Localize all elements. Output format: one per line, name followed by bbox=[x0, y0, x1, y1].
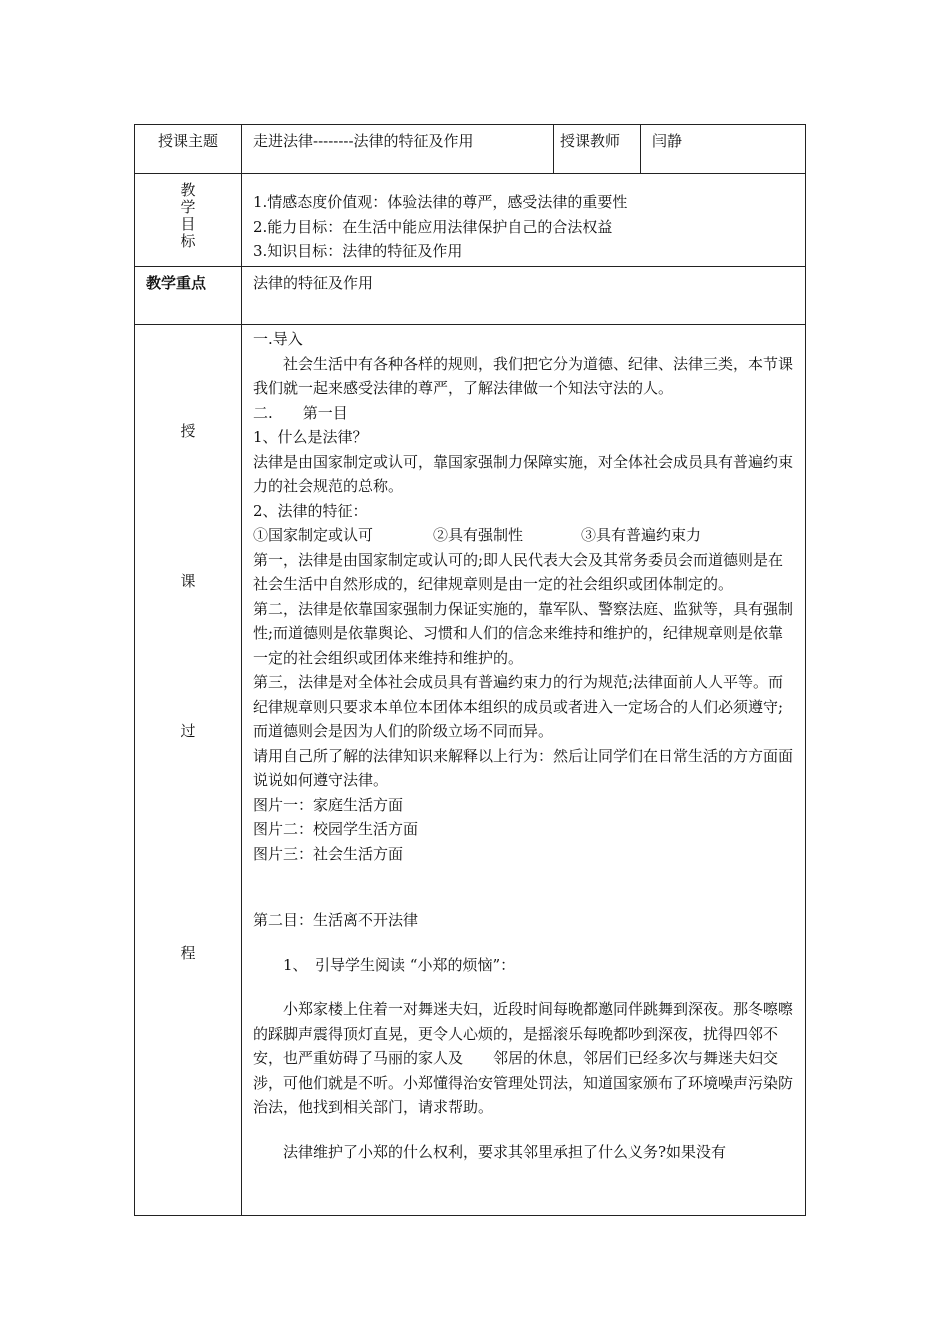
key-points-value: 法律的特征及作用 bbox=[242, 267, 806, 325]
topic-row bbox=[135, 125, 806, 174]
goals-row bbox=[135, 174, 806, 267]
goals-label-char: 目 bbox=[180, 215, 196, 233]
picture-3: 图片三：社会生活方面 bbox=[253, 844, 404, 863]
goal-item: 1.情感态度价值观：体验法律的尊严，感受法律的重要性 bbox=[253, 193, 628, 211]
question-1-answer: 法律是由国家制定或认可，靠国家强制力保障实施，对全体社会成员具有普遍约束力的社会规范的总称。 bbox=[253, 452, 794, 495]
process-row bbox=[135, 325, 806, 1216]
discussion-question: 法律维护了小郑的什么权利，要求其邻里承担了什么义务?如果没有 bbox=[283, 1142, 727, 1161]
goals-label-char: 教 bbox=[180, 181, 196, 199]
process-label bbox=[135, 325, 242, 1216]
process-label-char: 过 bbox=[180, 722, 196, 740]
key-points-label: 教学重点 bbox=[135, 267, 242, 325]
process-label-char: 授 bbox=[180, 422, 196, 440]
reading-title: 1、 引导学生阅读 “小郑的烦恼”： bbox=[283, 955, 516, 974]
key-points-row bbox=[135, 267, 806, 325]
process-label-char: 课 bbox=[180, 572, 196, 590]
topic-value: 走进法律--------法律的特征及作用 bbox=[242, 125, 554, 174]
question-2: 2、法律的特征： bbox=[253, 501, 368, 520]
intro-text: 社会生活中有各种各样的规则，我们把它分为道德、纪律、法律三类，本节课我们就一起来感受法律的尊严，了解法律做一个知法守法的人。 bbox=[253, 354, 794, 397]
goal-item: 2.能力目标：在生活中能应用法律保护自己的合法权益 bbox=[253, 217, 613, 236]
goal-item: 3.知识目标：法律的特征及作用 bbox=[253, 242, 463, 260]
intro-title: 一.导入 bbox=[253, 330, 303, 348]
topic-label: 授课主题 bbox=[135, 125, 242, 174]
process-label-char: 程 bbox=[180, 944, 196, 962]
goals-label bbox=[135, 174, 242, 267]
paragraph-4: 请用自己所了解的法律知识来解释以上行为：然后让同学们在日常生活的方方面面说说如何遵守法律。 bbox=[253, 746, 794, 789]
goals-content bbox=[242, 174, 806, 267]
picture-1: 图片一：家庭生活方面 bbox=[253, 795, 404, 814]
paragraph-1: 第一，法律是由国家制定或认可的;即人民代表大会及其常务委员会而道德则是在社会生活中自然形成的，纪律规章则是由一定的社会组织或团体制定的。 bbox=[253, 550, 784, 593]
goals-label-char: 标 bbox=[180, 232, 196, 250]
teacher-value: 闫静 bbox=[641, 125, 806, 174]
teacher-label: 授课教师 bbox=[554, 125, 641, 174]
feature-item: ②具有强制性 bbox=[433, 526, 524, 544]
story-text: 小郑家楼上住着一对舞迷夫妇，近段时间每晚都邀同伴跳舞到深夜。那冬嚓嚓的踩脚声震得顶灯直晃，更令人心烦的，是摇滚乐每晚都吵到深夜，扰得四邻不安，也严重妨碍了马丽的家人及 邻居的休息，邻居们已经多次与舞迷夫妇交涉，可他们就是不听。小郑懂得治安管理处罚法，知道国家颁布了环境噪声污染防治法，他找到相关部门，请求帮助。 bbox=[253, 1000, 794, 1116]
feature-item: ①国家制定或认可 bbox=[253, 526, 374, 544]
feature-item: ③具有普遍约束力 bbox=[581, 526, 702, 544]
process-content bbox=[242, 325, 806, 1216]
section3-title: 第二目：生活离不开法律 bbox=[253, 911, 419, 929]
goals-label-char: 学 bbox=[180, 198, 196, 216]
section2-title: 二. 第一目 bbox=[253, 403, 348, 422]
paragraph-3: 第三，法律是对全体社会成员具有普遍约束力的行为规范;法律面前人人平等。而纪律规章则只要求本单位本团体本组织的成员或者进入一定场合的人们必须遵守;而道德则会是因为人们的阶级立场不同而异。 bbox=[253, 673, 784, 740]
lesson-plan-table bbox=[134, 124, 806, 1216]
features-line bbox=[253, 523, 797, 548]
question-1: 1、什么是法律？ bbox=[253, 428, 368, 446]
paragraph-2: 第二，法律是依靠国家强制力保证实施的，靠军队、警察法庭、监狱等，具有强制性;而道德则是依靠舆论、习惯和人们的信念来维持和维护的，纪律规章则是依靠一定的社会组织或团体来维持和维护的。 bbox=[253, 599, 794, 667]
picture-2: 图片二：校园学生活方面 bbox=[253, 820, 419, 838]
